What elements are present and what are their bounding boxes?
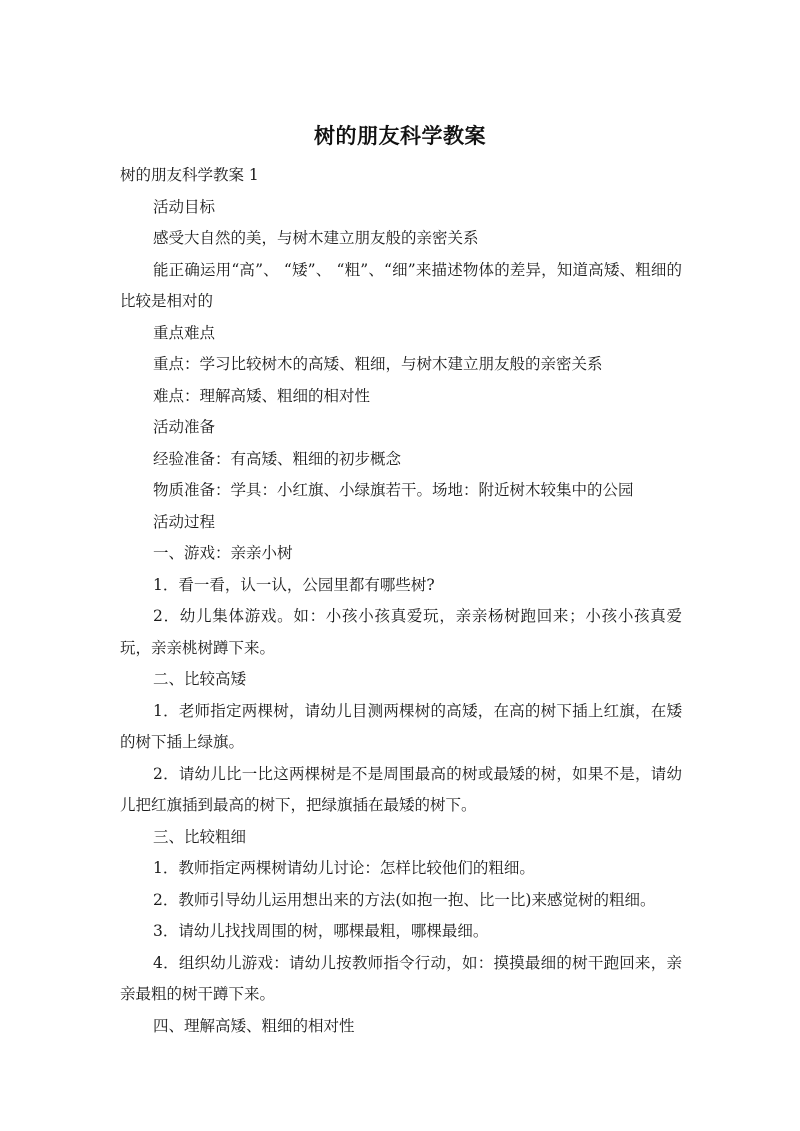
- paragraph: 难点：理解高矮、粗细的相对性: [153, 386, 371, 405]
- section-heading-key-points: 重点难点: [153, 323, 216, 342]
- paragraph: 1．老师指定两棵树，请幼儿目测两棵树的高矮，在高的树下插上红旗，在矮的树下插上绿旗。: [120, 701, 682, 751]
- paragraph: 重点：学习比较树木的高矮、粗细，与树木建立朋友般的亲密关系: [153, 355, 603, 373]
- document-title: 树的朋友科学教案: [314, 124, 486, 148]
- paragraph: 2．幼儿集体游戏。如：小孩小孩真爱玩，亲亲杨树跑回来；小孩小孩真爱玩，亲亲桃树蹲下来。: [120, 607, 682, 657]
- subsection-heading: 二、比较高矮: [153, 670, 247, 688]
- subsection-heading: 一、游戏：亲亲小树: [153, 544, 293, 562]
- subsection-heading: 四、理解高矮、粗细的相对性: [153, 1016, 355, 1035]
- paragraph: 2．教师引导幼儿运用想出来的方法(如抱一抱、比一比)来感觉树的粗细。: [153, 890, 656, 909]
- paragraph: 1．看一看，认一认，公园里都有哪些树?: [153, 575, 435, 594]
- paragraph: 能正确运用“高”、 “矮”、 “粗”、“细”来描述物体的差异，知道高矮、粗细的比较是相对的: [120, 260, 682, 310]
- document-subtitle: 树的朋友科学教案 1: [120, 166, 259, 184]
- section-heading-preparation: 活动准备: [153, 418, 216, 436]
- document-body: [120, 160, 682, 1042]
- section-heading-goals: 活动目标: [153, 197, 216, 216]
- paragraph: 1．教师指定两棵树请幼儿讨论：怎样比较他们的粗细。: [153, 859, 535, 877]
- paragraph: 经验准备：有高矮、粗细的初步概念: [153, 449, 402, 468]
- paragraph: 感受大自然的美，与树木建立朋友般的亲密关系: [153, 229, 479, 247]
- subsection-heading: 三、比较粗细: [153, 827, 247, 846]
- section-heading-process: 活动过程: [153, 512, 216, 531]
- paragraph: 2．请幼儿比一比这两棵树是不是周围最高的树或最矮的树，如果不是，请幼儿把红旗插到最高的树下，把绿旗插在最矮的树下。: [120, 764, 682, 814]
- paragraph: 4．组织幼儿游戏：请幼儿按教师指令行动，如：摸摸最细的树干跑回来，亲亲最粗的树干蹲下来。: [120, 953, 682, 1003]
- paragraph: 3．请幼儿找找周围的树，哪棵最粗，哪棵最细。: [153, 922, 489, 940]
- paragraph: 物质准备：学具：小红旗、小绿旗若干。场地：附近树木较集中的公园: [153, 481, 634, 499]
